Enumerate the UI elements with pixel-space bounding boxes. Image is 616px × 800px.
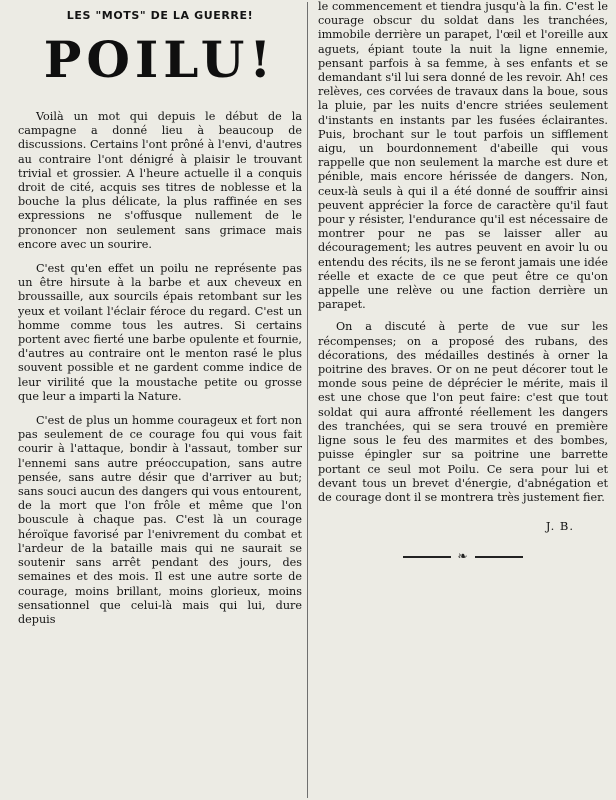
ornament-divider: ❧ — [318, 549, 608, 563]
right-column — [318, 0, 608, 795]
paragraph-2: C'est qu'en effet un poilu ne représente pas un être hirsute à la barbe et aux cheveux en broussaille, aux sourcils épais retombant sur les yeux et voilant l'éclair féroce du regard. C'est un homme comme tous les autres. Si certains portent avec fierté une barbe opulente et fournie, d'autres au contraire ont le menton rasé le plus souvent possible et ne gardent comme indice de leur virilité que la moustache petite ou grosse que leur a imparti la Nature. — [18, 262, 302, 403]
paragraph-5: On a discuté à perte de vue sur les récompenses; on a proposé des rubans, des décorations, des médailles destinés à orner la poitrine des braves. Or on ne peut décorer tout le monde sous peine de déprécier le mérite, mais il est une chose que l'on peut faire: c'est que tout soldat qui aura affronté réellement les dangers des tranchées, qui se sera trouvé en première ligne sous le feu des marmites et des bombes, puisse épingler sur sa poitrine une barrette portant ce seul mot Poilu. Ce sera pour lui et devant tous un brevet d'énergie, d'abnégation et de courage dont il se montrera très justement fier. — [318, 320, 608, 504]
ornament-line-right — [475, 556, 523, 558]
article-title: POILU! — [43, 30, 277, 89]
ornament-line-left — [403, 556, 451, 558]
paragraph-1: Voilà un mot qui depuis le début de la campagne a donné lieu à beaucoup de discussions. Certains l'ont prôné à l'envi, d'autres au contraire l'ont dénigré à plaisir le trouvant trivial et grossier. A l'heure actuelle il a conquis droit de cité, acquis ses titres de noblesse et la bouche la plus délicate, la plus raffinée en ses expressions ne s'offusque nullement de le prononcer non seulement sans grimace mais encore avec un sourire. — [18, 110, 302, 251]
left-column — [18, 8, 302, 794]
article-kicker: LES "MOTS" DE LA GUERRE! — [66, 9, 254, 22]
paragraph-4: le commencement et tiendra jusqu'à la fin. C'est le courage obscur du soldat dans les tranchées, immobile derrière un parapet, l'œil et l'oreille aux aguets, épiant toute la nuit la ligne ennemie, pensant parfois à sa femme, à ses enfants et se demandant s'il lui sera donné de les revoir. Ah! ces relèves, ces corvées de travaux dans la boue, sous la pluie, par les nuits d'encre striées seulement d'instants en instants par les fusées éclairantes. Puis, brochant sur le tout parfois un sifflement aigu, un bourdonnement d'abeille qui vous rappelle que non seulement la marche est dure et pénible, mais encore hérissée de dangers. Non, ceux-là seuls à qui il a été donné de souffrir ainsi peuvent apprécier la force de caractère qu'il faut pour y résister, l'endurance qu'il est nécessaire de montrer pour ne pas se laisser aller au découragement; les autres peuvent en avoir lu ou entendu des récits, ils ne se feront jamais une idée réelle et exacte de ce que peut être ce qu'on appelle une relève ou une faction derrière un parapet. — [318, 0, 608, 312]
paragraph-3: C'est de plus un homme courageux et fort non pas seulement de ce courage fou qui vous fait courir à l'attaque, bondir à l'assaut, tomber sur l'ennemi sans autre préoccupation, sans autre pensée, sans autre désir que d'arriver au but; sans souci aucun des dangers qui vous entourent, de la mort que l'on frôle et même que l'on bouscule à chaque pas. C'est là un courage héroïque favorisé par l'enivrement du combat et l'ardeur de la bataille mais qui ne saurait se soutenir sans arrêt pendant des jours, des semaines et des mois. Il est une autre sorte de courage, moins brillant, moins glorieux, moins sensationnel que celui-là mais qui lui, dure depuis — [18, 414, 302, 626]
column-divider — [307, 2, 308, 798]
author-signature: J. B. — [545, 519, 574, 534]
